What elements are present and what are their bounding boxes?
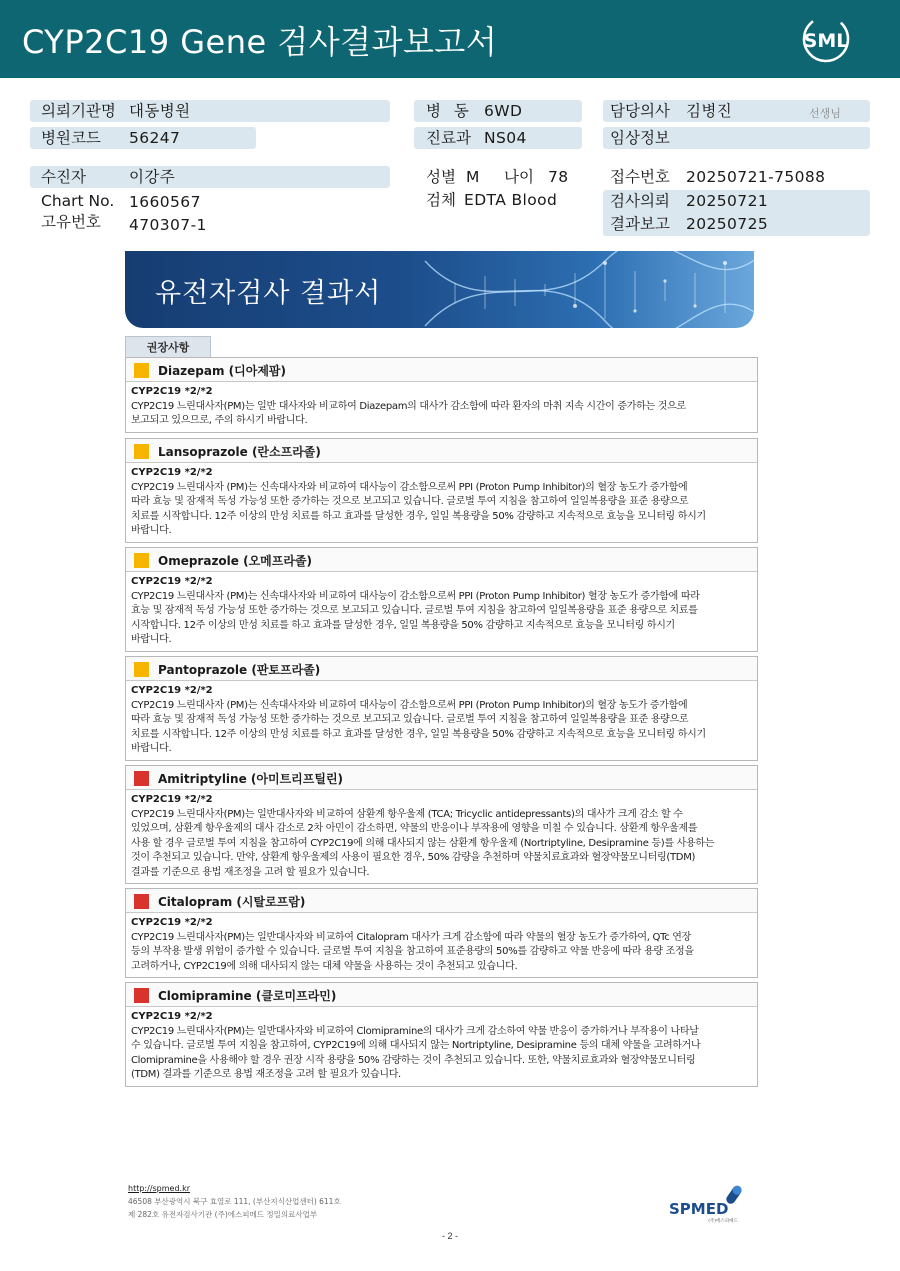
doctor-value: 김병진 (686, 102, 733, 120)
report-label: 결과보고 (610, 215, 670, 233)
warning-swatch (134, 988, 149, 1003)
warning-swatch (134, 771, 149, 786)
request-value: 20250721 (686, 192, 769, 210)
drug-name: Diazepam (디아제팜) (158, 364, 287, 378)
recommendation-card (125, 547, 758, 652)
card-header (126, 657, 757, 681)
recommendation-text: CYP2C19 느린대사자 (PM)는 신속대사자와 비교하여 대사능이 감소함으로써 PPI (Proton Pump Inhibitor) 혈장 농도가 증가함에 따라 효능 및 잠재적 독성 가능성 또한 증가하는 것으로 보고되고 있습니다. 글로벌 투여 지침을 참고하여 일일복용량을 표준 용량으로 치료를 시작합니다. 12주 이상의 만성 치료를 하고 효과를 달성한 경우, 일일 복용량을 50% 감량하고 지속적으로 효능을 모니터링 하시기 바랍니다. (131, 590, 700, 645)
result-banner (125, 251, 754, 328)
chart-label: Chart No. (41, 192, 115, 210)
warning-swatch (134, 894, 149, 909)
ward-label: 병 동 (426, 102, 473, 120)
spmed-logo (668, 1180, 758, 1226)
sex-label: 성별 (426, 168, 456, 186)
page-number: - 2 - (441, 1231, 458, 1241)
card-header (126, 548, 757, 572)
recommendation-card (125, 357, 758, 433)
ward-value: 6WD (484, 102, 523, 120)
caution-swatch (134, 553, 149, 568)
drug-name: Clomipramine (클로미프라민) (158, 989, 337, 1003)
report-header (0, 0, 900, 78)
genotype: CYP2C19 *2/*2 (131, 794, 213, 805)
caution-swatch (134, 363, 149, 378)
recommendation-card (125, 656, 758, 761)
recommendation-card (125, 438, 758, 543)
drug-name: Pantoprazole (판토프라졸) (158, 663, 321, 677)
drug-name: Citalopram (시탈로프람) (158, 895, 306, 909)
recommendation-card (125, 765, 758, 884)
sex-value: M (466, 168, 480, 186)
institution-label: 의뢰기관명 (41, 102, 116, 120)
report-value: 20250725 (686, 215, 769, 233)
genotype: CYP2C19 *2/*2 (131, 917, 213, 928)
card-header (126, 358, 757, 382)
svg-text:SML: SML (803, 30, 849, 52)
recommendation-card (125, 888, 758, 978)
age-label: 나이 (504, 168, 534, 186)
receipt-value: 20250721-75088 (686, 168, 826, 186)
drug-name: Amitriptyline (아미트리프틸린) (158, 772, 344, 786)
id-label: 고유번호 (41, 213, 101, 231)
genotype: CYP2C19 *2/*2 (131, 1011, 213, 1022)
specimen-value: EDTA Blood (464, 191, 558, 209)
clinical-label: 임상정보 (610, 129, 670, 147)
caution-swatch (134, 662, 149, 677)
recommendation-text: CYP2C19 느린대사자(PM)는 일반대사자와 비교하여 Citalopram 대사가 크게 감소함에 따라 약물의 혈장 농도가 증가하여, QTc 연장 등의 부작용 발생 위험이 증가할 수 있습니다. 글로벌 투여 지침을 참고하여 표준용량의 50%를 감량하고 약물 반응에 따라 용량 조정을 고려하거나, CYP2C19에 의해 대사되지 않는 대체 약물을 사용하는 것이 추천되고 있습니다. (131, 931, 694, 972)
genotype: CYP2C19 *2/*2 (131, 576, 213, 587)
recommendation-text: CYP2C19 느린대사자 (PM)는 신속대사자와 비교하여 대사능이 감소함으로써 PPI (Proton Pump Inhibitor)의 혈장 농도가 증가함에 따라 효능 및 잠재적 독성 가능성 또한 증가하는 것으로 보고되고 있습니다. 글로벌 투여 지침을 참고하여 일일복용량을 표준 용량으로 치료를 시작합니다. 12주 이상의 만성 치료를 하고 효과를 달성한 경우, 일일 복용량을 50% 감량하고 지속적으로 효능을 모니터링 하시기 바랍니다. (131, 481, 706, 536)
genotype: CYP2C19 *2/*2 (131, 685, 213, 696)
genotype: CYP2C19 *2/*2 (131, 467, 213, 478)
card-header (126, 766, 757, 790)
footer-url-link[interactable]: http://spmed.kr (128, 1184, 191, 1193)
id-value: 470307-1 (129, 216, 207, 234)
specimen-label: 검체 (426, 191, 456, 209)
dept-value: NS04 (484, 129, 527, 147)
banner-title: 유전자검사 결과서 (155, 278, 382, 309)
receipt-label: 접수번호 (610, 168, 670, 186)
footer-license: 제 282호 유전자검사기관 (주)에스피메드 정밀의료사업부 (128, 1210, 318, 1219)
footer-address: 46508 부산광역시 북구 효열로 111, (부산지식산업센터) 611호 (128, 1197, 341, 1206)
drug-name: Lansoprazole (란소프라졸) (158, 445, 321, 459)
svg-text:(주)에스피메드: (주)에스피메드 (708, 1219, 738, 1224)
recommendation-text: CYP2C19 느린대사자(PM)는 일반대사자와 비교하여 Clomipramine의 대사가 크게 감소하여 약물 반응이 증가하거나 부작용이 나타날 수 있습니다. 글로벌 투여 지침을 참고하여, CYP2C19에 의해 대사되지 않는 Nortriptyline, Desipramine 등의 대체 약물을 고려하거나 Clomipramine을 사용해야 할 경우 권장 시작 용량을 50% 감량하는 것이 추천되고 있습니다. 또한, 약물치료효과와 혈장약물모니터링 (TDM) 결과를 기준으로 용법 재조정을 고려 할 필요가 있습니다. (131, 1025, 701, 1080)
recommendation-card (125, 982, 758, 1087)
patient-value: 이강주 (129, 168, 176, 186)
age-value: 78 (548, 168, 569, 186)
hospital-code-label: 병원코드 (41, 129, 101, 147)
card-header (126, 889, 757, 913)
dept-label: 진료과 (426, 129, 471, 147)
card-header (126, 439, 757, 463)
genotype: CYP2C19 *2/*2 (131, 386, 213, 397)
card-header (126, 983, 757, 1007)
svg-text:SPMED: SPMED (669, 1200, 729, 1218)
doctor-label: 담당의사 (610, 102, 670, 120)
recommendation-text: CYP2C19 느린대사자 (PM)는 신속대사자와 비교하여 대사능이 감소함으로써 PPI (Proton Pump Inhibitor)의 혈장 농도가 증가함에 따라 효능 및 잠재적 독성 가능성 또한 증가하는 것으로 보고되고 있습니다. 글로벌 투여 지침을 참고하여 일일복용량을 표준 용량으로 치료를 시작합니다. 12주 이상의 만성 치료를 하고 효과를 달성한 경우, 일일 복용량을 50% 감량하고 지속적으로 효능을 모니터링 하시기 바랍니다. (131, 699, 706, 754)
drug-name: Omeprazole (오메프라졸) (158, 554, 313, 568)
chart-value: 1660567 (129, 193, 201, 211)
recommendation-text: CYP2C19 느린대사자(PM)는 일반대사자와 비교하여 삼환계 항우울제 (TCA; Tricyclic antidepressants)의 대사가 크게 감소 할 수 있었으며, 삼환계 항우울제의 대사 감소로 2차 아민이 감소하면, 약물의 반응이나 부작용에 영향을 미칠 수 있습니다. 삼환계 항우울제를 사용 할 경우 글로벌 투여 지침을 참고하여 CYP2C19에 의해 대사되지 않는 삼환계 항우울제 (Nortriptyline, Desipramine 등)를 사용하는 것이 추천되고 있습니다. 만약, 삼환계 항우울제의 사용이 필요한 경우, 50% 감량을 추천하며 약물치료효과와 혈장약물모니터링(TDM) 결과를 기준으로 용법 재조정을 고려 할 필요가 있습니다. (131, 808, 715, 878)
institution-value: 대동병원 (129, 102, 191, 120)
report-title: CYP2C19 Gene 검사결과보고서 (22, 23, 498, 61)
sml-logo (798, 14, 854, 64)
hospital-code-value: 56247 (129, 129, 181, 147)
doctor-suffix: 선생님 (809, 107, 841, 120)
caution-swatch (134, 444, 149, 459)
request-label: 검사의뢰 (610, 192, 670, 210)
recommendation-text: CYP2C19 느린대사자(PM)는 일반 대사자와 비교하여 Diazepam의 대사가 감소함에 따라 환자의 마취 지속 시간이 증가하는 것으로 보고되고 있으므로, 주의 하시기 바랍니다. (131, 400, 686, 426)
recommendations-tab: 권장사항 (125, 336, 211, 358)
patient-label: 수진자 (41, 168, 86, 186)
